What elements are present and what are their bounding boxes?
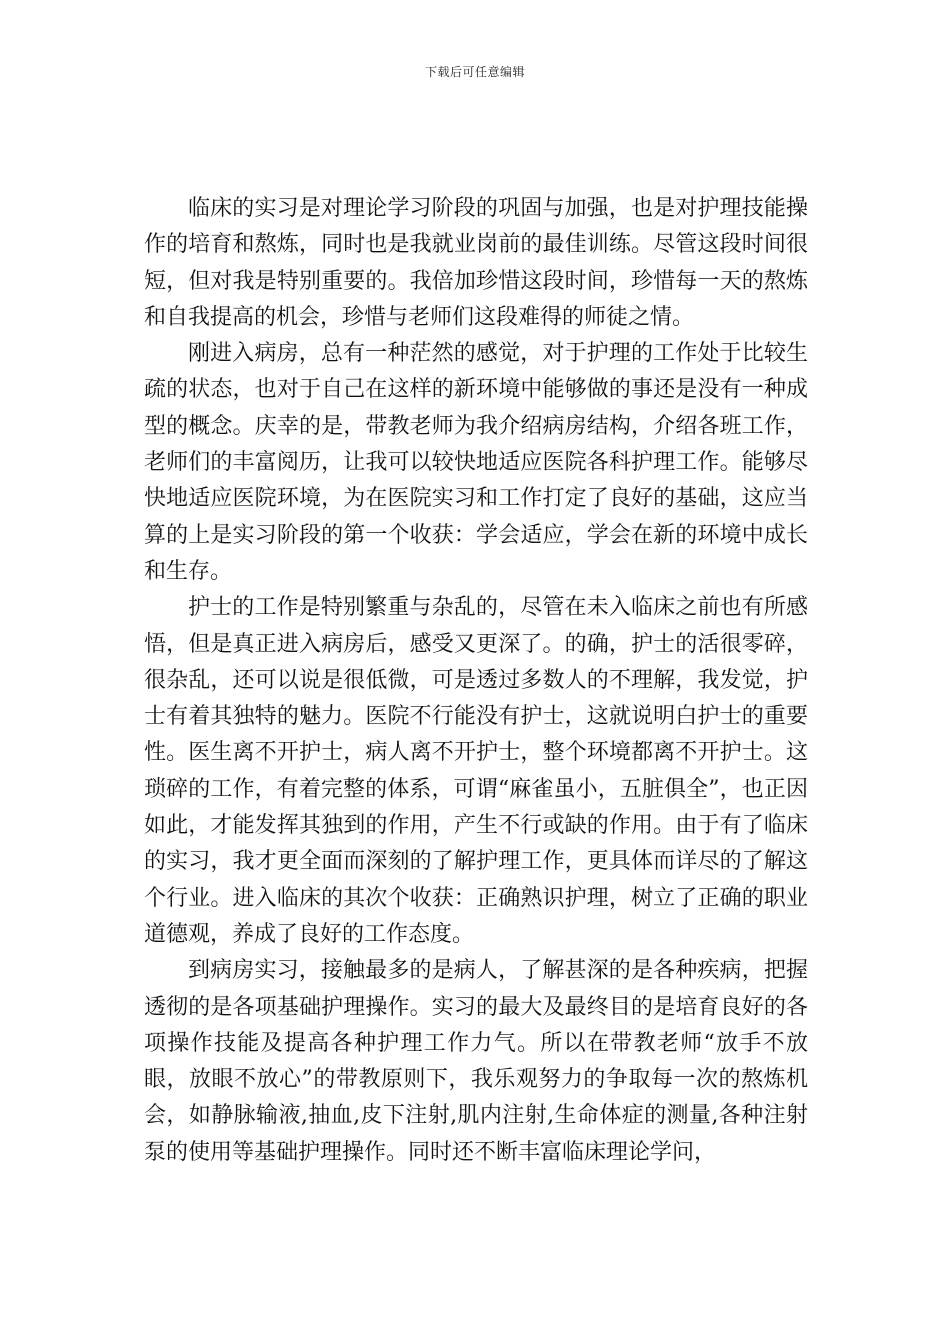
document-body <box>144 191 808 1171</box>
header-note: 下载后可任意编辑 <box>424 65 525 79</box>
paragraph-3: 护士的工作是特别繁重与杂乱的，尽管在未入临床之前也有所感悟，但是真正进入病房后，感受又更深了。的确，护士的活很零碎，很杂乱，还可以说是很低微，可是透过多数人的不理解，我发觉，护士有着其独特的魅力。医院不行能没有护士，这就说明白护士的重要性。医生离不开护士，病人离不开护士，整个环境都离不开护士。这琐碎的工作，有着完整的体系，可谓“麻雀虽小，五脏俱全”，也正因如此，才能发挥其独到的作用，产生不行或缺的作用。由于有了临床的实习，我才更全面而深刻的了解护理工作，更具体而详尽的了解这个行业。进入临床的其次个收获：正确熟识护理，树立了正确的职业道德观，养成了良好的工作态度。 <box>144 595 808 947</box>
paragraph-2: 刚进入病房，总有一种茫然的感觉，对于护理的工作处于比较生疏的状态，也对于自己在这样的新环境中能够做的事还是没有一种成型的概念。庆幸的是，带教老师为我介绍病房结构，介绍各班工作，老师们的丰富阅历，让我可以较快地适应医院各科护理工作。能够尽快地适应医院环境，为在医院实习和工作打定了良好的基础，这应当算的上是实习阶段的第一个收获：学会适应，学会在新的环境中成长和生存。 <box>144 341 808 584</box>
paragraph-4: 到病房实习，接触最多的是病人，了解甚深的是各种疾病，把握透彻的是各项基础护理操作。实习的最大及最终目的是培育良好的各项操作技能及提高各种护理工作力气。所以在带教老师“放手不放眼，放眼不放心”的带教原则下，我乐观努力的争取每一次的熬炼机会，如静脉输液,抽血,皮下注射,肌内注射,生命体症的测量,各种注射泵的使用等基础护理操作。同时还不断丰富临床理论学问， <box>144 958 808 1165</box>
paragraph-1: 临床的实习是对理论学习阶段的巩固与加强，也是对护理技能操作的培育和熬炼，同时也是我就业岗前的最佳训练。尽管这段时间很短，但对我是特别重要的。我倍加珍惜这段时间，珍惜每一天的熬炼和自我提高的机会，珍惜与老师们这段难得的师徒之情。 <box>144 196 808 330</box>
